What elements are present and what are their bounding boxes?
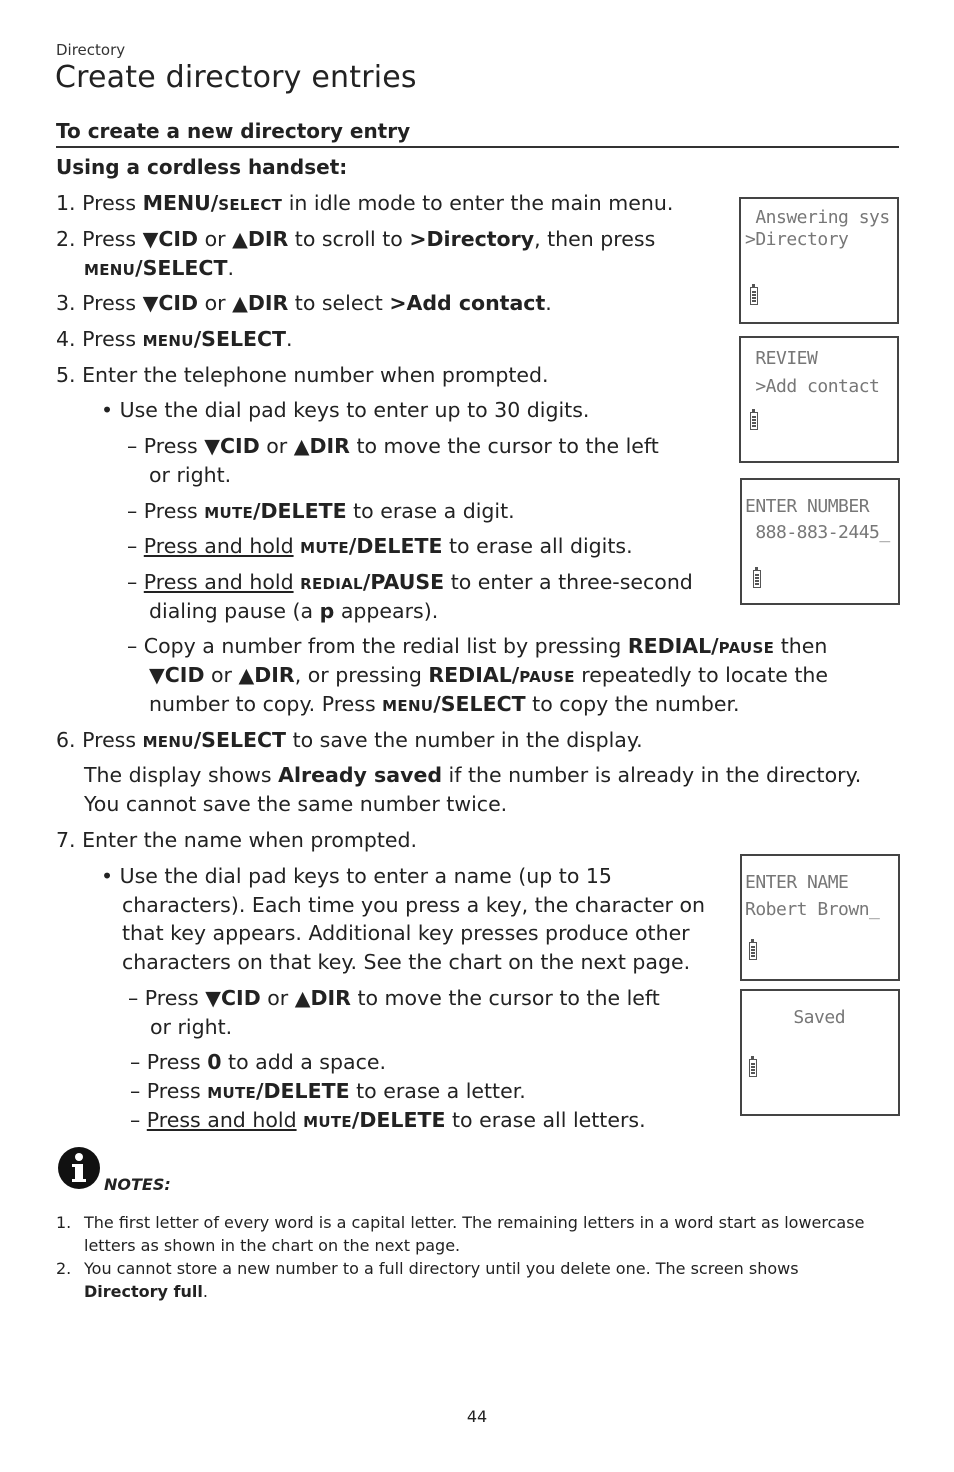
up-arrow-icon: ▲: [232, 291, 248, 315]
step-5-dash-2: – Press MUTE/DELETE to erase a digit.: [127, 499, 515, 523]
section-label: Directory: [56, 41, 126, 59]
up-arrow-icon: ▲: [232, 227, 248, 251]
step-7-dash-4: – Press and hold MUTE/DELETE to erase all letters.: [130, 1108, 646, 1132]
up-arrow-icon: ▲: [238, 663, 255, 687]
step-4: 4. Press MENU/SELECT.: [56, 327, 293, 351]
up-arrow-icon: ▲: [294, 986, 311, 1010]
battery-icon: [749, 1059, 757, 1077]
note-2-num: 2.: [56, 1259, 72, 1278]
note-2-cont: Directory full.: [84, 1282, 208, 1301]
step-2: 2. Press ▼CID or ▲DIR to scroll to >Directory, then press: [56, 227, 656, 251]
step-7-dash-1: – Press ▼CID or ▲DIR to move the cursor to the left: [128, 986, 660, 1010]
down-arrow-icon: ▼: [204, 434, 221, 458]
battery-icon: [753, 570, 761, 588]
step-5-dash-5: – Copy a number from the redial list by pressing REDIAL/PAUSE then: [127, 634, 828, 658]
note-2: You cannot store a new number to a full directory until you delete one. The screen shows: [84, 1259, 799, 1278]
down-arrow-icon: ▼: [142, 291, 159, 315]
page-number: 44: [466, 1407, 488, 1426]
step-5-dash-4: – Press and hold REDIAL/PAUSE to enter a three-second: [127, 570, 693, 594]
step-7-bullet-cont: that key appears. Additional key presses produce other: [122, 921, 690, 945]
step-7-bullet-cont: characters). Each time you press a key, the character on: [122, 893, 706, 917]
subheading: To create a new directory entry: [56, 119, 411, 143]
step-6-para-2: You cannot save the same number twice.: [84, 792, 508, 816]
step-1: 1. Press MENU/SELECT in idle mode to enter the main menu.: [56, 191, 674, 215]
step-7-bullet-cont: characters on that key. See the chart on the next page.: [122, 950, 691, 974]
down-arrow-icon: ▼: [142, 227, 159, 251]
lcd-screen-enter-number: ENTER NUMBER 888-883-2445_: [740, 478, 900, 605]
info-icon: [57, 1146, 101, 1190]
battery-icon: [750, 287, 758, 305]
notes-label: NOTES:: [104, 1175, 171, 1194]
lcd-screen-enter-name: ENTER NAME Robert Brown_: [740, 854, 900, 981]
step-5-dash-5-cont: ▼CID or ▲DIR, or pressing REDIAL/PAUSE repeatedly to locate the: [149, 663, 829, 687]
lcd-screen-saved: Saved: [740, 989, 900, 1116]
page-title: Create directory entries: [55, 60, 417, 95]
step-6: 6. Press MENU/SELECT to save the number in the display.: [56, 728, 643, 752]
step-7-dash-2: – Press 0 to add a space.: [130, 1050, 386, 1074]
up-arrow-icon: ▲: [293, 434, 310, 458]
down-arrow-icon: ▼: [205, 986, 222, 1010]
step-5: 5. Enter the telephone number when prompted.: [56, 363, 549, 387]
step-5-bullet: • Use the dial pad keys to enter up to 30 digits.: [101, 398, 590, 422]
step-5-dash-5-cont-2: number to copy. Press MENU/SELECT to copy the number.: [149, 692, 740, 716]
lcd-screen-add-contact: REVIEW >Add contact: [739, 336, 899, 463]
step-5-dash-4-cont: dialing pause (a p appears).: [149, 599, 439, 623]
battery-icon: [749, 942, 757, 960]
note-1: The first letter of every word is a capital letter. The remaining letters in a word start as lowercase: [84, 1213, 865, 1232]
step-3: 3. Press ▼CID or ▲DIR to select >Add contact.: [56, 291, 552, 315]
step-7-dash-3: – Press MUTE/DELETE to erase a letter.: [130, 1079, 526, 1103]
step-7-dash-1-cont: or right.: [150, 1015, 233, 1039]
lcd-screen-directory: Answering sys >Directory: [739, 197, 899, 324]
note-1-num: 1.: [56, 1213, 72, 1232]
step-5-dash-3: – Press and hold MUTE/DELETE to erase all digits.: [127, 534, 633, 558]
divider: [56, 146, 899, 148]
subheading-handset: Using a cordless handset:: [56, 155, 348, 179]
battery-icon: [750, 412, 758, 430]
note-1-cont: letters as shown in the chart on the next page.: [84, 1236, 461, 1255]
step-7: 7. Enter the name when prompted.: [56, 828, 418, 852]
step-5-dash-1: – Press ▼CID or ▲DIR to move the cursor to the left: [127, 434, 659, 458]
step-5-dash-1-cont: or right.: [149, 463, 232, 487]
step-6-para-1: The display shows Already saved if the number is already in the directory.: [84, 763, 862, 787]
step-7-bullet: • Use the dial pad keys to enter a name (up to 15: [101, 864, 612, 888]
step-2-cont: MENU/SELECT.: [84, 256, 234, 280]
down-arrow-icon: ▼: [149, 663, 165, 687]
